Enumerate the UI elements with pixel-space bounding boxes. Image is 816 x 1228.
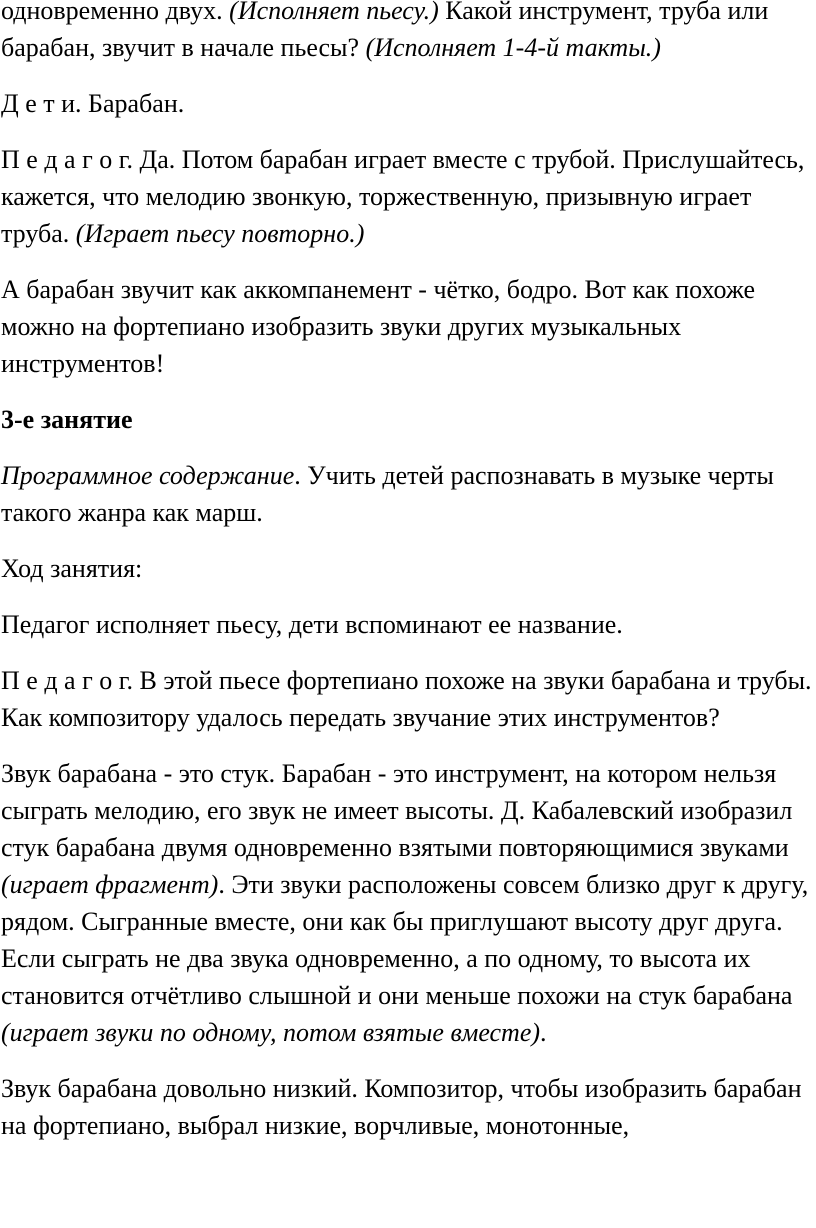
text-run: Ход занятия: xyxy=(1,554,143,583)
italic-text-run: (Играет пьесу повторно.) xyxy=(75,219,365,248)
italic-text-run: Программное содержание xyxy=(1,461,295,490)
paragraph xyxy=(1,550,816,587)
section-heading xyxy=(1,401,816,438)
text-run: П е д а г о г. Да. Потом барабан играет вместе с трубой. Прислушайтесь, кажется, что мелодию звонкую, торжественную, призывную играет труба. xyxy=(1,145,805,248)
italic-text-run: (играет фрагмент) xyxy=(1,870,219,899)
paragraph xyxy=(1,271,816,382)
paragraph xyxy=(1,85,816,122)
italic-text-run: (Исполняет пьесу.) xyxy=(229,0,439,25)
paragraph xyxy=(1,1070,816,1144)
italic-text-run: (играет звуки по одному, потом взятые вместе) xyxy=(1,1018,541,1047)
text-run: одновременно двух. xyxy=(1,0,230,25)
text-run: Д е т и. Барабан. xyxy=(1,89,185,118)
text-run: Педагог исполняет пьесу, дети вспоминают ее название. xyxy=(1,610,623,639)
paragraph xyxy=(1,606,816,643)
bold-text-run: 3-е занятие xyxy=(1,405,133,434)
text-run: . Эти звуки расположены совсем близко друг к другу, рядом. Сыгранные вместе, они как бы приглушают высоту друг друга. Если сыграть не два звука одновременно, а по одному, то высота их становится отчётливо слышной и они меньше похожи на стук барабана xyxy=(1,870,809,1010)
text-run: Звук барабана довольно низкий. Композитор, чтобы изобразить барабан на фортепиано, выбрал низкие, ворчливые, монотонные, xyxy=(1,1074,802,1140)
text-run: П е д а г о г. В этой пьесе фортепиано похоже на звуки барабана и трубы. Как композитору удалось передать звучание этих инструментов? xyxy=(1,666,812,732)
text-run: . Учить детей распознавать в музыке черты такого жанра как марш. xyxy=(1,461,774,527)
text-run: Какой инструмент, труба или барабан, звучит в начале пьесы? xyxy=(1,0,769,62)
italic-text-run: (Исполняет 1-4-й такты.) xyxy=(365,33,661,62)
paragraph xyxy=(1,662,816,736)
paragraph xyxy=(1,457,816,531)
paragraph xyxy=(1,755,816,1051)
paragraph xyxy=(1,141,816,252)
paragraph xyxy=(1,0,816,66)
text-run: А барабан звучит как аккомпанемент - чётко, бодро. Вот как похоже можно на фортепиано изобразить звуки других музыкальных инструментов! xyxy=(1,275,756,378)
text-run: Звук барабана - это стук. Барабан - это инструмент, на котором нельзя сыграть мелодию, его звук не имеет высоты. Д. Кабалевский изобразил стук барабана двумя одновременно взятыми повторяющимися звуками xyxy=(1,759,793,862)
text-run: . xyxy=(540,1018,547,1047)
